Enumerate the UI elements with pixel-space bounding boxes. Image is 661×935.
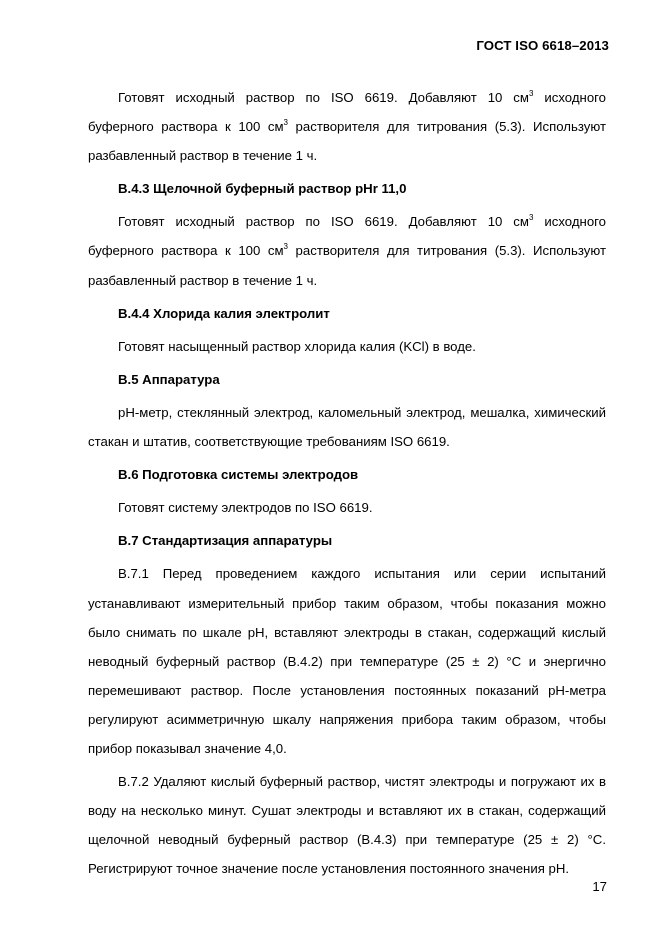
paragraph: Готовят насыщенный раствор хлорида калия (KCl) в воде. (118, 338, 476, 354)
section-heading: В.4.3 Щелочной буферный раствор рНr 11,0 (118, 181, 407, 197)
page-number: 17 (592, 879, 607, 894)
section-heading: В.7 Стандартизация аппаратуры (118, 533, 333, 549)
section-heading: В.5 Аппаратура (118, 371, 220, 387)
document-body (88, 83, 606, 883)
paragraph: Готовят систему электродов по ISO 6619. (118, 500, 373, 516)
section-heading: В.4.4 Хлорида калия электролит (118, 305, 330, 321)
paragraph: Готовят исходный раствор по ISO 6619. Добавляют 10 $см^3$ исходного буферного раствора к 100 $см^3$ растворителя для титрования (5.3). Используют разбавленный раствор в течение 1 ч. (88, 212, 607, 288)
paragraph: В.7.2 Удаляют кислый буферный раствор, чистят электроды и погружают их в воду на несколько минут. Сушат электроды и вставляют их в стакан, содержащий щелочной неводный буферный раствор (В.4.3) при температуре (25 ± 2) °С. Регистрируют точное значение после установления постоянного значения рН. (88, 774, 606, 877)
paragraph: рН-метр, стеклянный электрод, каломельный электрод, мешалка, химический стакан и штатив, соответствующие требованиям ISO 6619. (88, 404, 606, 450)
paragraph: Готовят исходный раствор по ISO 6619. Добавляют 10 $см^3$ исходного буферного раствора к 100 $см^3$ растворителя для титрования (5.3). Используют разбавленный раствор в течение 1 ч. (88, 88, 607, 164)
paragraph: В.7.1 Перед проведением каждого испытания или серии испытаний устанавливают измерительный прибор таким образом, чтобы показания можно было снимать по шкале рН, вставляют электроды в стакан, содержащий кислый неводный буферный раствор (В.4.2) при температуре (25 ± 2) °С и энергично перемешивают раствор. После установления постоянных показаний рН-метра регулируют асимметричную шкалу напряжения прибора таким образом, чтобы прибор показывал значение 4,0. (88, 566, 606, 756)
document-header: ГОСТ ISO 6618–2013 (476, 38, 609, 53)
section-heading: В.6 Подготовка системы электродов (118, 467, 359, 483)
